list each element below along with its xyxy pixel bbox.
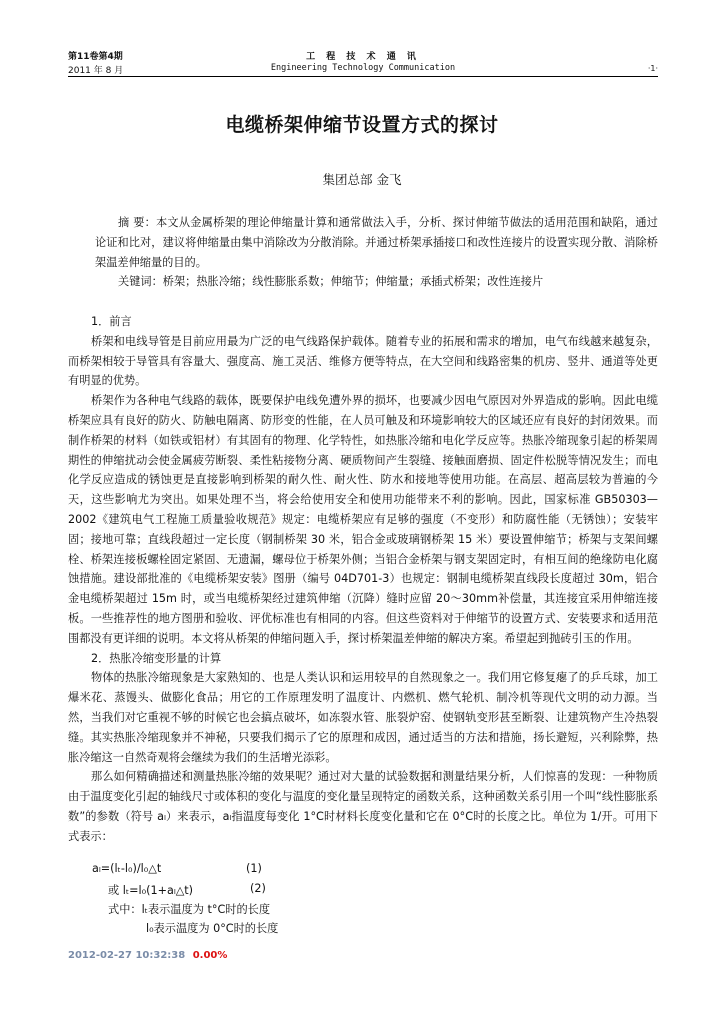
date-label: 2011 年 8 月 — [68, 66, 124, 76]
body-text — [68, 312, 658, 847]
section-2-paragraph-2: 那么如何精确描述和测量热胀冷缩的效果呢？通过对大量的试验数据和测量结果分析，人们惊喜的发现：一种物质由于温度变化引起的轴线尺寸或体积的变化与温度的变化量呈现特定的函数关系，这种函数关系引用一个叫“线性膨胀系数”的参数（符号 aₗ）来表示，aₗ指温度每变化 1°C时材料长度变化量和它在 0°C时的长度之比。单位为 1/开。可用下式表示： — [68, 770, 658, 843]
paper-title: 电缆桥架伸缩节设置方式的探讨 — [225, 114, 499, 136]
abstract-text: 摘 要：本文从金属桥架的理论伸缩量计算和通常做法入手，分析、探讨伸缩节做法的适用范围和缺陷，通过论证和比对，建议将伸缩量由集中消除改为分散消除。并通过桥架承插接口和改性连接片的设置实现分散、消除桥架温差伸缩量的目的。 — [95, 216, 658, 269]
footer-percent: 0.00% — [192, 950, 228, 961]
section-2-paragraph-1: 物体的热胀冷缩现象是大家熟知的、也是人类认识和运用较早的自然现象之一。我们用它修复瘪了的乒乓球，加工爆米花、蒸馒头、做膨化食品；用它的工作原理发明了温度计、内燃机、燃气轮机、制冷机等现代文明的动力源。当然，当我们对它重视不够的时候它也会搞点破坏，如冻裂水管、胀裂炉窑、使钢轨变形甚至断裂、让建筑物产生冷热裂缝。其实热胀冷缩现象并不神秘，只要我们揭示了它的原理和成因，通过适当的方法和措施，扬长避短，兴利除弊，热胀冷缩这一自然奇观将会继续为我们的生活增光添彩。 — [68, 671, 658, 764]
keywords: 关键词：桥架；热胀冷缩；线性膨胀系数；伸缩节；伸缩量；承插式桥架；改性连接片 — [118, 275, 544, 289]
formula-2-number: (2) — [250, 882, 266, 895]
section-1-heading: 1．前言 — [91, 315, 132, 328]
formula-where-1: 式中：lₜ表示温度为 t°C时的长度 — [108, 903, 271, 916]
footer-stamp — [68, 950, 227, 961]
issue-label: 第11卷第4期 — [68, 52, 123, 62]
formula-1-number: (1) — [246, 862, 262, 875]
journal-title-en: Engineering Technology Communication — [270, 63, 456, 73]
section-1-paragraph-2: 桥架作为各种电气线路的载体，既要保护电线免遭外界的损坏，也要减少因电气原因对外界造成的影响。因此电缆桥架应具有良好的防火、防触电隔离、防形变的性能，在人员可触及和环境影响较大的区域还应有良好的封闭效果。而制作桥架的材料（如铁或铝材）有其固有的物理、化学特性，如热胀冷缩和电化学反应等。热胀冷缩现象引起的桥架周期性的伸缩扰动会使金属疲劳断裂、柔性粘接物分离、硬质物间产生裂缝、接触面磨损、固定件松脱等情况发生；而电化学反应造成的锈蚀更是直接影响到桥架的耐久性、耐火性、防水和接地等使用功能。在高层、超高层较为普遍的今天，这些影响尤为突出。如果处理不当，将会给使用安全和使用功能带来不利的影响。因此，国家标准 GB50303—2002《建筑电气工程施工质量验收规范》规定：电缆桥架应有足够的强度（不变形）和防腐性能（无锈蚀）；安装牢固；接地可靠；直线段超过一定长度（钢制桥架 30 米，铝合金或玻璃钢桥架 15 米）要设置伸缩节；桥架与支架间螺栓、桥架连接板螺栓固定紧固、无遗漏，螺母位于桥架外侧；当铝合金桥架与钢支架固定时，有相互间的绝缘防电化腐蚀措施。建设部批准的《电缆桥架安装》图册（编号 04D701-3）也规定：钢制电缆桥架直线段长度超过 30m，铝合金电缆桥架超过 15m 时，或当电缆桥架经过建筑伸缩（沉降）缝时应留 20～30mm补偿量，其连接宜采用伸缩连接板。一些推荐性的地方图册和验收、评优标准也有相同的内容。但这些资料对于伸缩节的设置方式、安装要求和适用范围都没有更详细的说明。本文将从桥架的伸缩问题入手，探讨桥架温差伸缩的解决方案。希望起到抛砖引玉的作用。 — [68, 394, 658, 645]
header-rule — [68, 76, 658, 77]
footer-timestamp: 2012-02-27 10:32:38 — [68, 950, 186, 961]
formula-2: 或 lₜ=l₀(1+aₗ△t) — [108, 884, 194, 897]
section-1-paragraph-1: 桥架和电线导管是目前应用最为广泛的电气线路保护载体。随着专业的拓展和需求的增加，电气布线越来越复杂，而桥架相较于导管具有容量大、强度高、施工灵活、维修方便等特点，在大空间和线路密集的机房、竖井、通道等处更有明显的优势。 — [68, 334, 658, 388]
section-2-heading: 2．热胀冷缩变形量的计算 — [91, 651, 222, 665]
author-line: 集团总部 金飞 — [322, 172, 402, 187]
formula-where-2: l₀表示温度为 0°C时的长度 — [146, 922, 279, 935]
formula-1: aₗ=(lₜ-l₀)/l₀△t — [92, 862, 162, 875]
journal-title-cn: 工 程 技 术 通 讯 — [306, 52, 420, 62]
page-number: ·1· — [647, 64, 658, 73]
running-header — [68, 49, 658, 77]
abstract-block — [95, 213, 658, 292]
